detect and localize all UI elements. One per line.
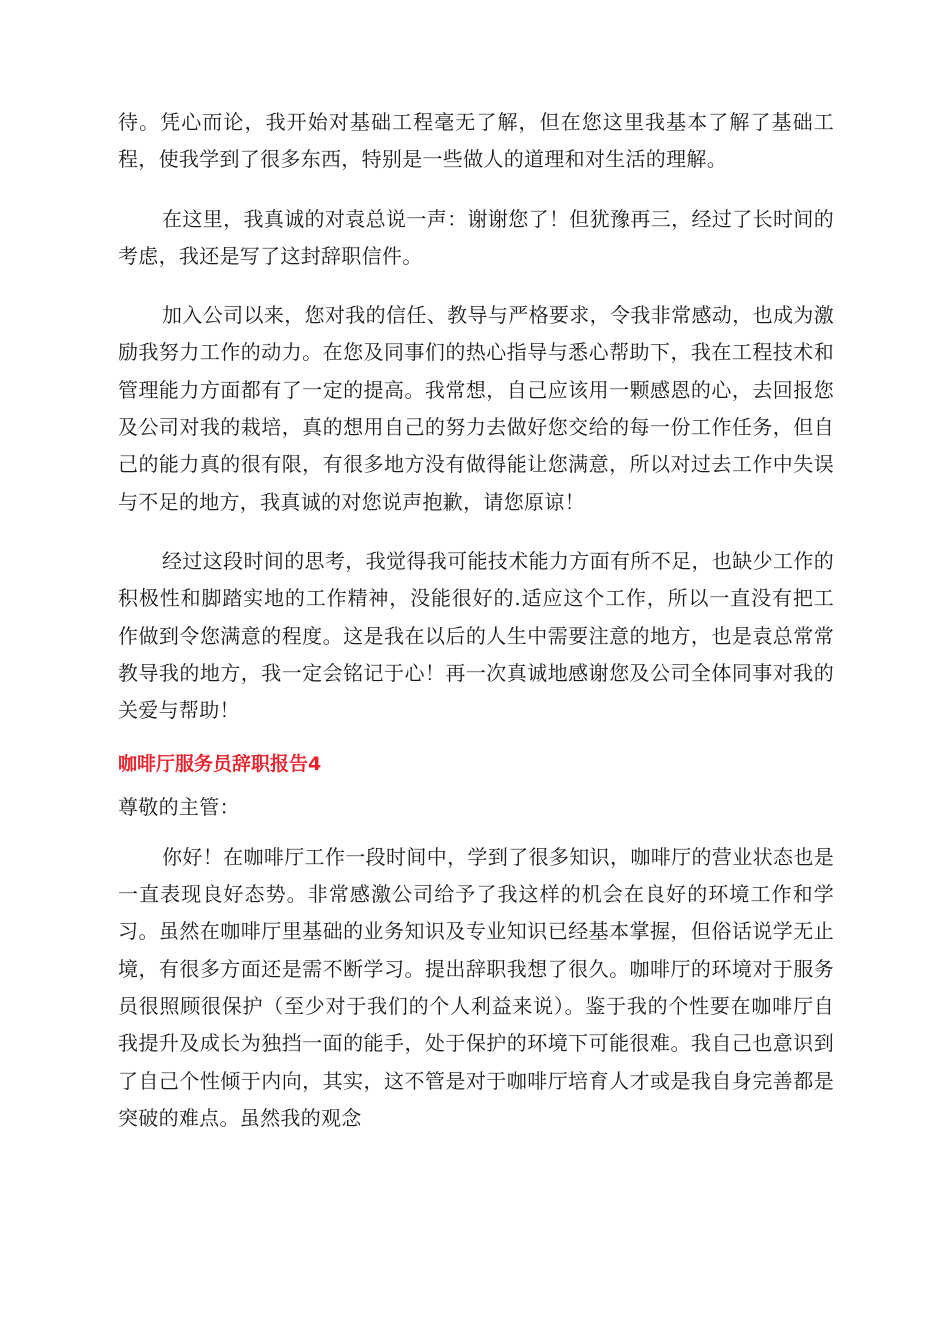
section-heading: 咖啡厅服务员辞职报告4 bbox=[118, 753, 322, 776]
paragraph-continuation: 待。凭心而论，我开始对基础工程毫无了解，但在您这里我基本了解了基础工程，使我学到了很多东西，特别是一些做人的道理和对生活的理解。 bbox=[118, 110, 834, 172]
body-paragraph: 你好！在咖啡厅工作一段时间中，学到了很多知识，咖啡厅的营业状态也是一直表现良好态势。非常感激公司给予了我这样的机会在良好的环境工作和学习。虽然在咖啡厅里基础的业务知识及专业知识已经基本掌握，但俗话说学无止境，有很多方面还是需不断学习。提出辞职我想了很久。咖啡厅的环境对于服务员很照顾很保护（至少对于我们的个人利益来说）。鉴于我的个性要在咖啡厅自我提升及成长为独挡一面的能手，处于保护的环境下可能很难。我自己也意识到了自己个性倾于内向，其实，这不管是对于咖啡厅培育人才或是我自身完善都是突破的难点。虽然我的观念 bbox=[118, 844, 834, 1130]
document-page bbox=[118, 104, 834, 1137]
paragraph-gratitude: 加入公司以来，您对我的信任、教导与严格要求，令我非常感动，也成为激励我努力工作的动力。在您及同事们的热心指导与悉心帮助下，我在工程技术和管理能力方面都有了一定的提高。我常想，自己应该用一颗感恩的心，去回报您及公司对我的栽培，真的想用自己的努力去做好您交给的每一份工作任务，但自己的能力真的很有限，有很多地方没有做得能让您满意，所以对过去工作中失误与不足的地方，我真诚的对您说声抱歉，请您原谅！ bbox=[118, 303, 834, 514]
paragraph-reflection: 经过这段时间的思考，我觉得我可能技术能力方面有所不足，也缺少工作的积极性和脚踏实地的工作精神，没能很好的.适应这个工作，所以一直没有把工作做到令您满意的程度。这是我在以后的人生中需要注意的地方，也是袁总常常教导我的地方，我一定会铭记于心！再一次真诚地感谢您及公司全体同事对我的关爱与帮助！ bbox=[118, 548, 834, 723]
paragraph-thanks: 在这里，我真诚的对袁总说一声：谢谢您了！但犹豫再三，经过了长时间的考虑，我还是写了这封辞职信件。 bbox=[118, 206, 834, 268]
salutation: 尊敬的主管： bbox=[118, 795, 240, 820]
